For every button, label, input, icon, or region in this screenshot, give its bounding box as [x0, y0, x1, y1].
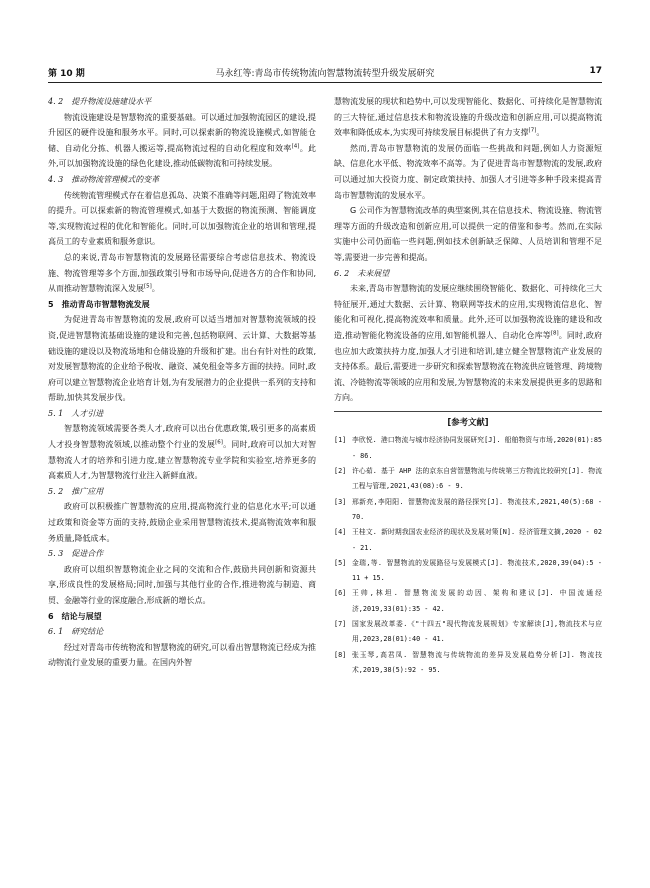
reference-item: [2] 许心茹. 基于 AHP 法的京东自营智慧物流与传统第三方物流比较研究[J]. 物流工程与管理,2021,43(08):6 - 9.: [334, 467, 602, 491]
heading-5-1: 5. 1 人才引进: [48, 408, 104, 418]
paragraph-challenges: 然而,青岛市智慧物流的发展仍面临一些挑战和问题,例如人力资源短缺、信息化水平低、物流效率不高等。为了促进青岛市智慧物流的发展,政府可以通过加大投资力度、制定政策扶持、加强人才引进等多种手段来提高青岛市智慧物流的发展水平。: [334, 143, 602, 200]
paragraph-4-2: 物流设施建设是智慧物流的重要基础。可以通过加强物流园区的建设,提升园区的硬件设施和服务水平。同时,可以探索新的物流设施模式,如智能仓储、自动化分拣、机器人搬运等,提高物流过程的自动化程度和效率[4]。此外,可以加强物流设施的绿色化建设,推动低碳物流和可持续发展。: [48, 112, 316, 169]
paragraph-6-1: 经过对青岛市传统物流和智慧物流的研究,可以看出智慧物流已经成为推动物流行业发展的重要力量。在国内外智: [48, 642, 316, 668]
paragraph-5-1: 智慧物流领域需要各类人才,政府可以出台优惠政策,吸引更多的高素质人才投身智慧物流领域,以推动整个行业的发展[6]。同时,政府可以加大对智慧物流人才的培养和引进力度,建立智慧物流专业学院和实验室,培养更多的高素质人才,为智慧物流行业注入新鲜血液。: [48, 424, 317, 481]
right-column: [334, 94, 602, 678]
heading-6-2: 6. 2 未来展望: [334, 268, 390, 278]
left-column: [48, 94, 316, 671]
reference-item: [4] 王桂文. 新时期我国农业经济的现状及发展对策[N]. 经济管理文摘,2020 - 02 - 21.: [334, 528, 602, 552]
reference-item: [5] 金瑞,等. 智慧物流的发展路径与发展模式[J]. 物流技术,2020,39(04):5 - 11 + 15.: [334, 558, 602, 583]
page-number: 17: [589, 66, 602, 76]
paragraph-4-3: 传统物流管理模式存在着信息孤岛、决策不准确等问题,阻碍了物流效率的提升。可以探索新的物流管理模式,如基于大数据的物流预测、智能调度等,实现物流过程的优化和智能化。同时,可以加强物流企业的培训和管理,提高员工的专业素质和服务意识。: [48, 190, 316, 247]
reference-item: [6] 王帅,林坦. 智慧物流发展的动因、架构和建议[J]. 中国流通经济,2019,33(01):35 - 42.: [334, 589, 602, 613]
reference-item: [7] 国家发展改革委.《"十四五"现代物流发展规划》专家解读[J],物流技术与应用,2023,28(01):40 - 41.: [334, 620, 602, 644]
references-heading: [参考文献]: [334, 411, 602, 431]
citation-6[interactable]: [6]: [215, 439, 223, 446]
header-rule: [48, 82, 602, 83]
heading-6-1: 6. 1 研究结论: [48, 627, 104, 637]
paragraph-g-company: G 公司作为智慧物流改革的典型案例,其在信息技术、物流设施、物流管理等方面的升级改造和创新应用,可以提供一定的借鉴和参考。然而,在实际实施中公司仍面临一些问题,例如技术创新缺乏保障、人员培训和管理不足等,需要进一步完善和提高。: [334, 206, 602, 262]
paragraph-5-2: 政府可以积极推广智慧物流的应用,提高物流行业的信息化水平;可以通过政策和资金等方面的支持,鼓励企业采用智慧物流技术,提高物流效率和服务质量,降低成本。: [48, 502, 316, 543]
reference-item: [3] 邢新亮,李阳阳. 智慧物流发展的路径探究[J]. 物流技术,2021,40(5):68 - 70.: [334, 497, 602, 521]
heading-5: 5 推动青岛市智慧物流发展: [48, 299, 150, 309]
heading-5-2: 5. 2 推广应用: [48, 486, 104, 496]
paragraph-summary: 总的来说,青岛市智慧物流的发展路径需要综合考虑信息技术、物流设施、物流管理等多个方面,加强政策引导和市场导向,促进各方的合作和协同,从而推动智慧物流深入发展[5]。: [48, 252, 316, 294]
citation-8[interactable]: [8]: [550, 330, 559, 337]
citation-4[interactable]: [4]: [291, 143, 300, 150]
reference-item: [8] 张玉琴,高君凤. 智慧物流与传统物流的差异及发展趋势分析[J]. 物流技术,2019,38(5):92 - 95.: [334, 650, 602, 674]
paragraph-5: 为促进青岛市智慧物流的发展,政府可以适当增加对智慧物流领域的投资,促进智慧物流基础设施的建设和完善,包括物联网、云计算、大数据等基础设施的建设以及物流场地和仓储设施的升级和扩建。出台有针对性的政策,对发展智慧物流的企业给予税收、融资、减免租金等多方面的扶持。同时,政府可以建立智慧物流企业培育计划,为有发展潜力的企业提供一系列的支持和帮助,加快其发展步伐。: [48, 315, 316, 403]
paragraph-5-3: 政府可以组织智慧物流企业之间的交流和合作,鼓励共同创新和资源共享,形成良性的发展格局;同时,加强与其他行业的合作,推进物流与制造、商贸、金融等行业的深度融合,形成新的增长点。: [48, 564, 316, 605]
heading-4-2: 4. 2 提升物流设施建设水平: [48, 97, 152, 106]
running-header: [48, 66, 602, 82]
heading-4-3: 4. 3 推动物流管理模式的变革: [48, 174, 160, 184]
heading-5-3: 5. 3 促进合作: [48, 549, 104, 559]
citation-5[interactable]: [5]: [144, 283, 152, 290]
reference-item: [1] 李欣悦. 港口物流与城市经济协同发展研究[J]. 船舶物资与市场,2020(01):85 - 86.: [334, 436, 602, 460]
paragraph-future: 未来,青岛市智慧物流的发展应继续围绕智能化、数据化、可持续化三大特征展开,通过大数据、云计算、物联网等技术的应用,实现物流信息化、智能化和可视化,提高物流效率和质量。此外,还可以加强物流设施的建设和改造,推动智能化物流设备的应用,如智能机器人、自动化仓库等[8]。同时,政府也应加大政策扶持力度,加强人才引进和培训,建立健全智慧物流产业发展的支持体系。最后,需要进一步研究和探索智慧物流在物流供应链管理、跨境物流、冷链物流等领域的应用和发展,为智慧物流的未来发展提供更多的思路和方向。: [334, 284, 602, 403]
citation-7[interactable]: [7]: [528, 127, 537, 134]
issue-label: 第 10 期: [48, 69, 85, 79]
heading-6: 6 结论与展望: [48, 611, 102, 621]
paragraph-6-1-continued: 慧物流发展的现状和趋势中,可以发现智能化、数据化、可持续化是智慧物流的三大特征,通过信息技术和物流设施的升级改造和创新应用,可以提高物流效率和降低成本,为实现可持续发展目标提供了有力支撑[7]。: [334, 97, 602, 138]
running-title: 马永红等:青岛市传统物流向智慧物流转型升级发展研究: [215, 69, 435, 79]
reference-list: [334, 433, 602, 678]
